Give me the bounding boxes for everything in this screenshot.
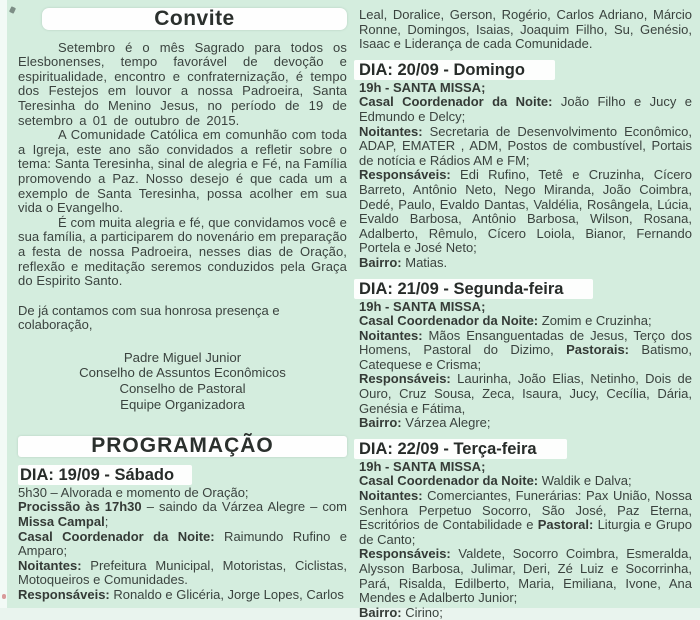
day-22-casal-label: Casal Coordenador da Noite:: [359, 473, 539, 489]
day-22-casal-value: Waldik e Dalva;: [538, 473, 632, 489]
day-19-responsaveis-continuation: Leal, Doralice, Gerson, Rogério, Carlos Adriano, Márcio Ronne, Domingos, Isaias, Joaquim Filho, Su, Genésio, Isaac e Liderança de cada Comunidade.: [359, 7, 692, 52]
day-21-bairro-value: Várzea Alegre;: [401, 415, 491, 431]
invitation-title-box: [42, 8, 347, 30]
day-20-casal-label: Casal Coordenador da Noite:: [359, 94, 553, 110]
day-19-casal-value: Raimundo Rufino e Amparo;: [18, 528, 348, 559]
day-19-noitantes-line: [18, 559, 347, 588]
day-20-bairro-line: [359, 256, 692, 271]
program-day-21: [359, 280, 692, 431]
day-21-responsaveis-label: Responsáveis:: [359, 371, 451, 387]
day-22-bairro-label: Bairro:: [359, 604, 402, 620]
day-21-casal-value: Zomim e Cruzinha;: [538, 313, 652, 329]
day-22-casal-line: [359, 474, 692, 489]
day-19-heading: [18, 466, 347, 485]
signature-priest: Padre Miguel Junior: [123, 349, 242, 365]
day-22-pastoral-value: Liturgia e Grupo de Canto;: [359, 517, 692, 547]
day-19-responsaveis-label: Responsáveis:: [18, 587, 110, 602]
signature-economic-council: Conselho de Assuntos Econômicos: [79, 365, 286, 381]
day-20-responsaveis-line: [359, 168, 692, 256]
program-day-22: [359, 440, 692, 620]
program-title-box: [18, 436, 347, 457]
invitation-paragraph-2: A Comunidade Católica em comunhão com toda a Igreja, este ano são convidados a refletir sobre o tema: Santa Teresinha, sinal de alegria e Fé, na Família promovendo a Paz. Nosso desejo é que cada um a exemplo de Santa Teresinha, possa acolher em sua vida o Evangelho.: [18, 127, 347, 216]
day-20-bairro-value: Matias.: [401, 254, 448, 270]
day-19-noitantes-value: Prefeitura Municipal, Motoristas, Ciclistas, Motoqueiros e Comunidades.: [18, 557, 347, 588]
day-19-responsaveis-value: Ronaldo e Glicéria, Jorge Lopes, Carlos: [109, 587, 344, 602]
day-21-heading: [359, 280, 692, 299]
program-day-20: [359, 61, 692, 271]
signature-pastoral-council: Conselho de Pastoral: [119, 381, 246, 397]
day-21-pastorais-value: Batismo, Catequese e Crisma;: [359, 342, 692, 372]
day-19-procissao-label: Procissão às 17h30: [18, 499, 142, 515]
day-20-bairro-label: Bairro:: [359, 254, 402, 270]
program-title: PROGRAMAÇÃO: [91, 434, 274, 458]
day-21-noitantes-line: [359, 329, 692, 373]
signature-block: [18, 350, 347, 412]
day-20-noitantes-label: Noitantes:: [359, 123, 423, 139]
day-22-bairro-value: Cirino;: [401, 604, 443, 620]
program-column: [359, 6, 692, 620]
day-22-responsaveis-line: [359, 547, 692, 605]
day-21-bairro-label: Bairro:: [359, 415, 402, 431]
day-22-time-line: 19h - SANTA MISSA;: [359, 458, 486, 474]
scan-edge-strip: [0, 0, 7, 608]
day-19-casal-label: Casal Coordenador da Noite:: [18, 528, 215, 544]
day-19-casal-line: [18, 530, 347, 559]
day-19-procissao-text: – saindo da Várzea Alegre – com: [141, 499, 347, 515]
day-21-pastorais-label: Pastorais:: [566, 342, 630, 358]
day-22-heading: [359, 440, 692, 459]
day-20-responsaveis-value: Edi Rufino, Tetê e Cruzinha, Cícero Barreto, Antônio Neto, Nego Miranda, João Coimbra, Dedé, Paulo, Evaldo Dantas, Valdélia, Rosângela, Lúcia, Evaldo Barbosa, Antônio Barbosa, Wilson, Rosana, Adalberto, Rêmulo, Cícero Loiola, Bianor, Fernando Portela e José Neto;: [359, 167, 692, 256]
day-22-noitantes-value: Comerciantes, Funerárias: Pax União, Nossa Senhora Perpetuo Socorro, São José, Paz Eterna, Escritórios de Contabilidade e: [359, 488, 692, 533]
day-22-noitantes-line: [359, 489, 692, 547]
invitation-paragraph-3: É com muita alegria e fé, que convidamos você e sua família, a participarem do novenário em preparação a festa de nossa Padroeira, nesses dias de Oração, reflexão e meditação seremos conduzidos pela Graça do Espirito Santo.: [18, 214, 347, 289]
day-20-casal-value: João Filho e Jucy e Edmundo e Delcy;: [359, 94, 692, 124]
day-19-procissao-line: [18, 500, 347, 529]
scan-speck: [2, 594, 6, 599]
invitation-title: Convite: [154, 7, 235, 30]
day-19-missa-text: ;: [104, 514, 109, 530]
invitation-column: [18, 8, 347, 603]
day-20-noitantes-line: [359, 125, 692, 169]
day-21-noitantes-label: Noitantes:: [359, 327, 423, 343]
day-19-heading-text: DIA: 19/09 - Sábado: [18, 465, 192, 485]
day-20-time-line: 19h - SANTA MISSA;: [359, 79, 486, 95]
day-21-noitantes-value: Mãos Ensanguentadas de Jesus, Terço dos Homens, Pastoral do Dizimo,: [359, 327, 692, 358]
day-19-noitantes-label: Noitantes:: [18, 557, 82, 573]
day-22-pastoral-label: Pastoral:: [537, 517, 594, 533]
day-21-time-line: 19h - SANTA MISSA;: [359, 298, 486, 314]
day-20-noitantes-value: Secretaria de Desenvolvimento Econômico, ADAP, EMATER , ADM, Postos de combustível, Portais de notícia e Rádios AM e FM;: [359, 123, 692, 168]
day-22-noitantes-label: Noitantes:: [359, 488, 423, 504]
day-22-heading-text: DIA: 22/09 - Terça-feira: [354, 439, 567, 459]
scan-speck: [9, 6, 16, 14]
day-22-responsaveis-label: Responsáveis:: [359, 546, 451, 562]
day-20-heading-text: DIA: 20/09 - Domingo: [354, 60, 555, 80]
day-22-responsaveis-value: Valdete, Socorro Coimbra, Esmeralda, Alysson Barbosa, Julimar, Deri, Zé Luiz e Socorrinha, Pará, Risalda, Edilberto, Maria, Emiliana, Ivone, Ana Mendes e Adalberto Junior;: [359, 546, 692, 606]
day-20-responsaveis-label: Responsáveis:: [359, 167, 451, 183]
day-21-responsaveis-line: [359, 372, 692, 416]
day-20-casal-line: [359, 95, 692, 124]
day-21-responsaveis-value: Laurinha, João Elias, Netinho, Dois de Ouro, Cruz Sousa, Zeca, Isaura, Jucy, Cecília, Dária, Genésia e Fátima,: [359, 371, 692, 416]
day-20-heading: [359, 61, 692, 80]
day-19-missa-label: Missa Campal: [18, 514, 105, 530]
day-19-alvorada-line: 5h30 – Alvorada e momento de Oração;: [18, 484, 249, 500]
invitation-paragraph-1: Setembro é o mês Sagrado para todos os Elesbonenses, tempo favorável de devoção e espiritualidade, encontro e confraternização, é tempo dos Festejos em louvor a nossa Padroeira, Santa Teresinha do Menino Jesus, no período de 19 de setembro a 01 de outubro de 2015.: [18, 39, 347, 128]
invitation-closing-line: De já contamos com sua honrosa presença e colaboração,: [18, 302, 280, 333]
signature-organizing-team: Equipe Organizadora: [120, 396, 245, 412]
day-21-casal-label: Casal Coordenador da Noite:: [359, 313, 539, 329]
day-19-responsaveis-line: [18, 588, 347, 603]
day-21-casal-line: [359, 314, 692, 329]
day-21-heading-text: DIA: 21/09 - Segunda-feira: [354, 279, 593, 299]
program-day-19: [18, 466, 347, 603]
day-21-bairro-line: [359, 416, 692, 431]
